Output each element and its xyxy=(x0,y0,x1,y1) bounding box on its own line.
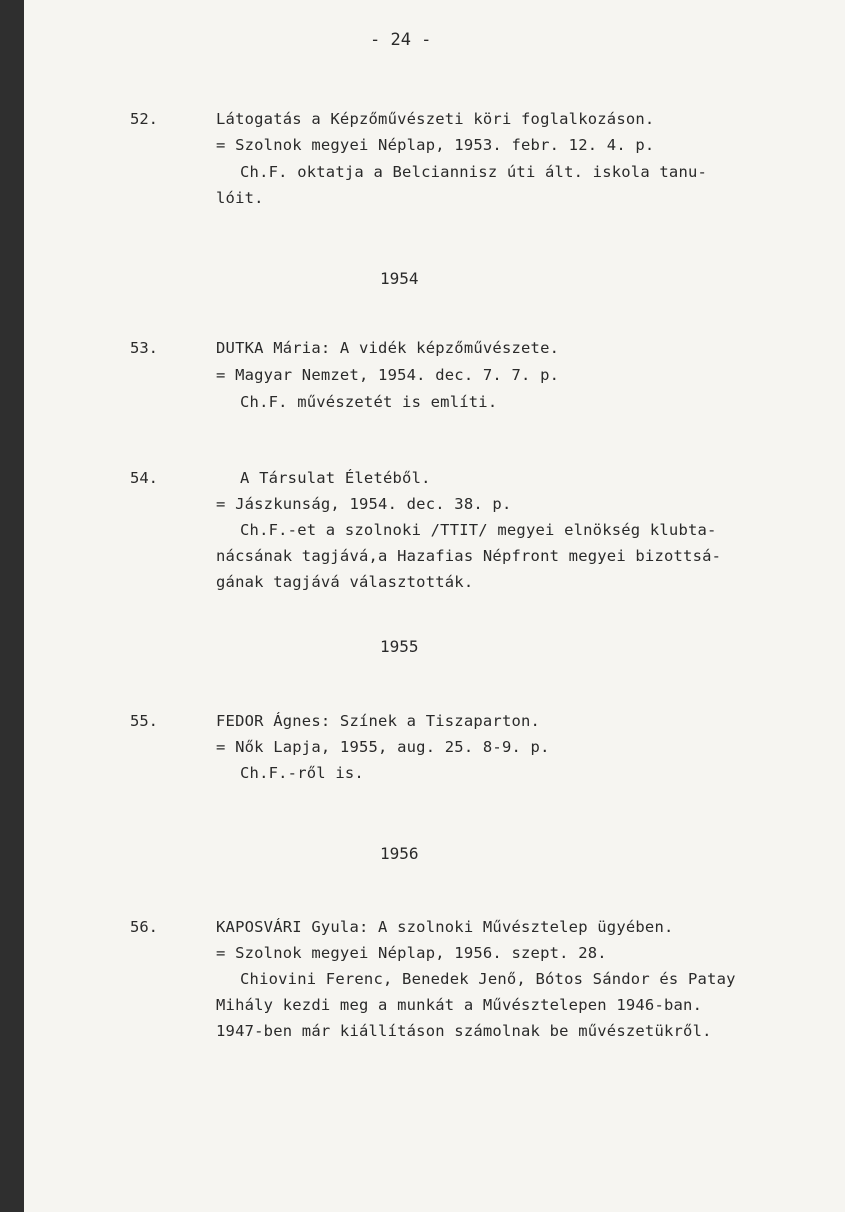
entry-title: DUTKA Mária: A vidék képzőművészete. xyxy=(216,339,560,357)
entry-number: 56. xyxy=(130,918,158,936)
entry-source: = Szolnok megyei Néplap, 1956. szept. 28. xyxy=(216,944,607,962)
entry-title: Látogatás a Képzőművészeti köri foglalkozáson. xyxy=(216,110,655,128)
entry-title: A Társulat Életéből. xyxy=(240,469,431,487)
entry-note-line: Ch.F. művészetét is említi. xyxy=(240,393,498,411)
entry-number: 54. xyxy=(130,469,158,487)
entry-note-line: Ch.F. oktatja a Belciannisz úti ált. iskola tanu- xyxy=(240,163,708,181)
entry-note-line: lóit. xyxy=(216,189,264,207)
entry-source: = Nők Lapja, 1955, aug. 25. 8-9. p. xyxy=(216,738,550,756)
entry-source: = Jászkunság, 1954. dec. 38. p. xyxy=(216,495,512,513)
document-page xyxy=(24,0,845,1212)
entry-number: 53. xyxy=(130,339,158,357)
entry-note-line: Chiovini Ferenc, Benedek Jenő, Bótos Sándor és Patay xyxy=(240,970,736,988)
entry-source: = Szolnok megyei Néplap, 1953. febr. 12. 4. p. xyxy=(216,136,655,154)
entry-note-line: Ch.F.-et a szolnoki /TTIT/ megyei elnökség klubta- xyxy=(240,521,717,539)
entry-title: KAPOSVÁRI Gyula: A szolnoki Művésztelep ügyében. xyxy=(216,918,674,936)
entry-note-line: 1947-ben már kiállításon számolnak be művészetükről. xyxy=(216,1022,712,1040)
entry-source: = Magyar Nemzet, 1954. dec. 7. 7. p. xyxy=(216,366,560,384)
year-heading-1955: 1955 xyxy=(380,637,419,656)
entry-note-line: nácsának tagjává,a Hazafias Népfront megyei bizottsá- xyxy=(216,547,722,565)
year-heading-1954: 1954 xyxy=(380,269,419,288)
page-number: - 24 - xyxy=(370,30,432,50)
entry-note-line: gának tagjává választották. xyxy=(216,573,474,591)
entry-title: FEDOR Ágnes: Színek a Tiszaparton. xyxy=(216,712,541,730)
entry-note-line: Ch.F.-ről is. xyxy=(240,764,364,782)
entry-note-line: Mihály kezdi meg a munkát a Művésztelepen 1946-ban. xyxy=(216,996,703,1014)
year-heading-1956: 1956 xyxy=(380,844,419,863)
entry-number: 55. xyxy=(130,712,158,730)
entry-number: 52. xyxy=(130,110,158,128)
